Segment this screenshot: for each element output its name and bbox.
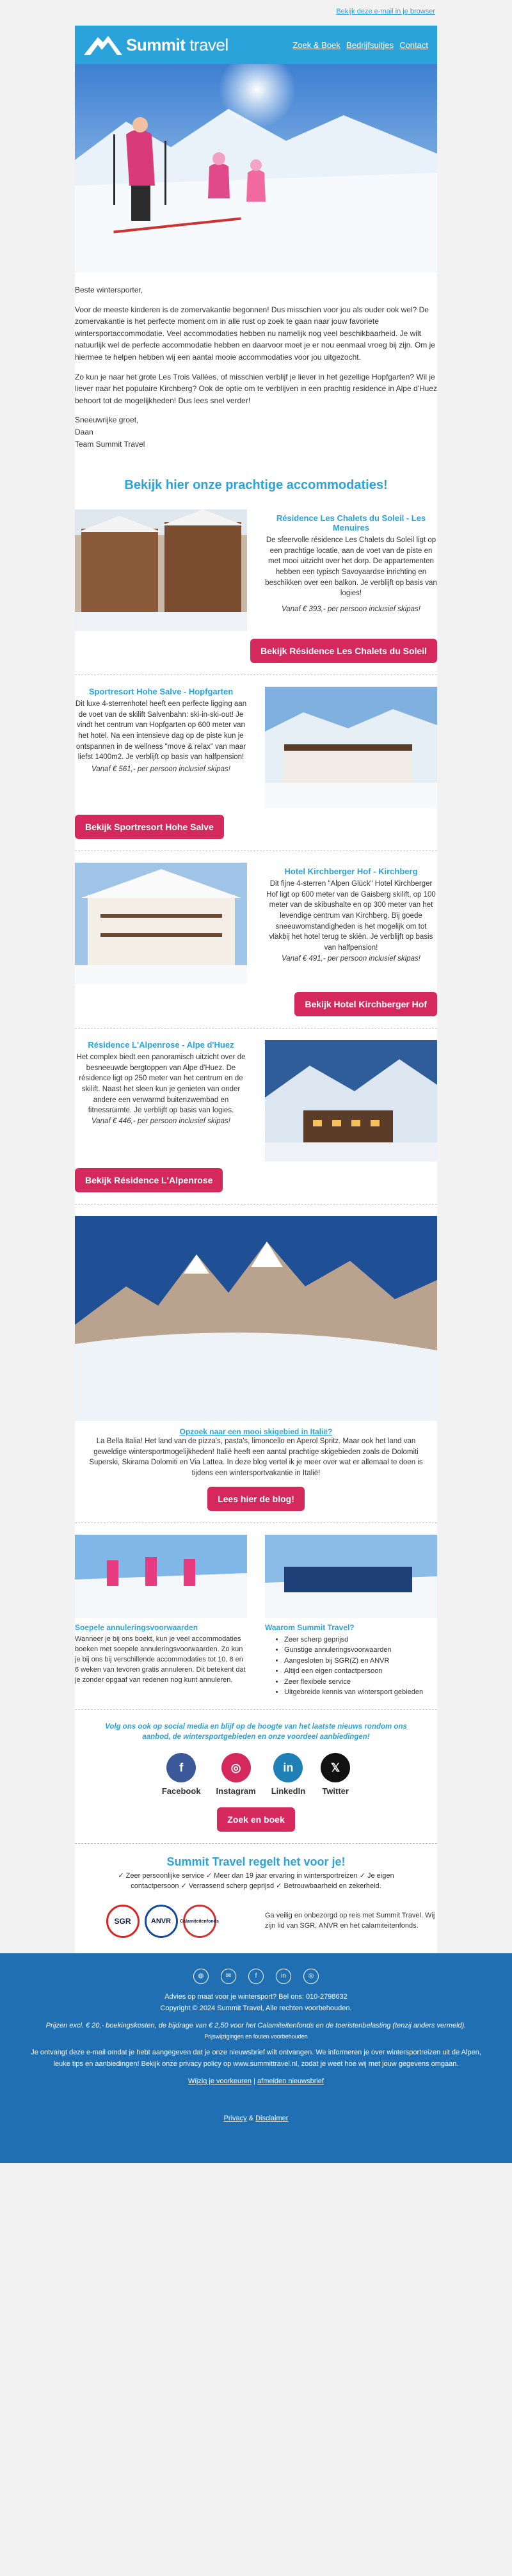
accommodation-4-image[interactable] (265, 1040, 437, 1162)
twitter-link[interactable] (321, 1753, 350, 1796)
promise-text: ✓ Zeer persoonlijke service ✓ Meer dan 19 jaar ervaring in wintersportreizen ✓ Je eigen contactpersoon ✓ Verrassend scherp geprijsd ✓ Betrouwbaarheid en zekerheid. (118, 1872, 394, 1891)
accommodation-2-price: Vanaf € 561,- per persoon inclusief skipas! (92, 765, 230, 774)
accommodation-card-1 (75, 509, 437, 631)
usp-item: • Altijd een eigen contactpersoon (284, 1666, 437, 1677)
logo-word-travel: travel (185, 35, 228, 54)
web-icon[interactable]: ◍ (193, 1969, 209, 1984)
usp-item: • Aangesloten bij SGR(Z) en ANVR (284, 1656, 437, 1667)
instagram-link[interactable] (216, 1753, 256, 1796)
linkedin-icon[interactable]: in (276, 1969, 291, 1984)
accommodation-2-title[interactable]: Sportresort Hohe Salve - Hopfgarten (88, 687, 234, 697)
blog-image[interactable] (75, 1216, 437, 1421)
preferences-link[interactable]: Wijzig je voorkeuren (188, 2077, 252, 2086)
facebook-icon: f (166, 1753, 196, 1782)
zoek-en-boek-button[interactable]: Zoek en boek (217, 1807, 294, 1832)
logo-word-summit: Summit (126, 35, 186, 54)
accommodation-card-2 (75, 687, 437, 808)
usp-left-text: Wanneer je bij ons boekt, kun je veel accommodaties boeken met soepele annuleringsvoorwaarden. Zo kun je bij ons bij verschillende accommodaties tot 10, 8 en 6 weken van tevoren gratis annuleren. Dit betekent dat je zonder opgaaf van redenen nog kunt annuleren. (75, 1635, 246, 1684)
view-in-browser-link[interactable]: Bekijk deze e-mail in je browser (336, 8, 435, 15)
privacy-link[interactable]: Privacy (223, 2114, 247, 2122)
accommodation-2-image[interactable] (265, 687, 437, 808)
accommodation-3-title[interactable]: Hotel Kirchberger Hof - Kirchberg (284, 867, 418, 877)
social-cta: Volg ons ook op social media en blijf op de hoogte van het laatste nieuws rondom ons aanbod, de wintersportgebieden en onze voordeel aanbiedingen! (105, 1722, 407, 1741)
hero-image (75, 64, 437, 273)
usp-item: • Gunstige annuleringsvoorwaarden (284, 1645, 437, 1656)
linkedin-link[interactable] (271, 1753, 305, 1796)
certification-text: Ga veilig en onbezorgd op reis met Summit Travel. Wij zijn lid van SGR, ANVR en het calamiteitenfonds. (265, 1912, 435, 1930)
instagram-label: Instagram (216, 1786, 256, 1796)
nav-contact[interactable]: Contact (399, 40, 428, 50)
intro-paragraph-2: Zo kun je naar het grote Les Trois Vallées, of misschien verblijf je liever in het gezellige Hopfgarten? Wil je liever naar het populaire Kirchberg? Ook de optie om te verblijven in een prachtig residence in Alpe d'Huez behoort tot de mogelijkheden! Dus lees snel verder! (75, 372, 437, 405)
blog-button[interactable]: Lees hier de blog! (207, 1487, 305, 1511)
nav-zoek-boek[interactable]: Zoek & Boek (292, 40, 340, 50)
email-body (75, 26, 437, 1953)
accommodation-4-price: Vanaf € 446,- per persoon inclusief skipas! (92, 1117, 230, 1126)
mountain-logo-icon (84, 33, 122, 56)
footer-phone: Advies op maat voor je wintersport? Bel ons: 010-2798632 (164, 1993, 348, 2001)
accommodation-4-button[interactable]: Bekijk Résidence L'Alpenrose (75, 1168, 223, 1192)
usp-left-title: Soepele annuleringsvoorwaarden (75, 1622, 198, 1632)
accommodation-card-3 (75, 863, 437, 984)
topbar (0, 0, 512, 26)
footer: ◍ ✉ f in ◎ Advies op maat voor je wintersport? Bel ons: 010-2798632 Copyright © 2024 Summit Travel, Alle rechten voorbehouden. Prijzen excl. € 20,- boekingskosten, de bijdrage van € 2,50 voor het Calamiteitenfonds en de toeristenbelasting (tenzij anders vermeld). Prijswijzigingen en fouten voorbehouden Je ontvangt deze e-mail omdat je hebt aangegeven dat je onze nieuwsbrief wilt ontvangen. We informeren je over wintersportreizen uit de Alpen, leuke tips en aanbiedingen! Bekijk onze privacy policy op www.summittravel.nl, zodat je weet hoe wij met jouw gegevens omgaan. Wijzig je voorkeuren | afmelden nieuwsbrief Privacy & Disclaimer (0, 1953, 512, 2163)
header (75, 26, 437, 64)
x-icon: 𝕏 (321, 1753, 350, 1782)
instagram-icon[interactable]: ◎ (303, 1969, 319, 1984)
social-links (75, 1753, 437, 1796)
accommodation-4-title[interactable]: Résidence L'Alpenrose - Alpe d'Huez (88, 1040, 234, 1050)
usp-list (265, 1635, 437, 1698)
sign-greeting: Sneeuwrijke groet, (75, 415, 139, 425)
usp-right-title: Waarom Summit Travel? (265, 1622, 355, 1632)
sign-team: Team Summit Travel (75, 439, 145, 449)
accommodation-2-text: Dit luxe 4-sterrenhotel heeft een perfecte ligging aan de voet van de skilift Salvenbahn: ski-in-ski-out! Je vindt het centrum van Hopfgarten op 600 meter van het hotel. Na een intensieve dag op de piste kun je ontspannen in de wellness "move & relax" van maar liefst 1400m2. Je verblijft op basis van halfpension! (75, 700, 247, 762)
facebook-icon[interactable]: f (248, 1969, 264, 1984)
accommodation-3-button[interactable]: Bekijk Hotel Kirchberger Hof (294, 992, 437, 1016)
greeting: Beste wintersporter, (75, 285, 143, 294)
facebook-link[interactable] (162, 1753, 201, 1796)
footer-info: Je ontvangt deze e-mail omdat je hebt aangegeven dat je onze nieuwsbrief wilt ontvangen. We informeren je over wintersportreizen uit de Alpen, leuke tips en aanbiedingen! Bekijk onze privacy policy op www.summittravel.nl, zodat je weet hoe wij met jouw gegevens omgaan. (31, 2049, 481, 2068)
accommodation-1-price: Vanaf € 393,- per persoon inclusief skipas! (282, 605, 420, 614)
accommodation-2-button[interactable]: Bekijk Sportresort Hohe Salve (75, 815, 224, 839)
logo[interactable] (84, 33, 228, 56)
section-title: Bekijk hier onze prachtige accommodaties! (124, 478, 388, 493)
calamiteitenfonds-badge[interactable]: Calamiteitenfonds (183, 1905, 216, 1938)
footer-social-icons (26, 1969, 486, 1984)
usp-right-image (265, 1535, 437, 1618)
accommodation-1-image[interactable] (75, 509, 247, 631)
usp-item: • Zeer scherp geprijsd (284, 1635, 437, 1645)
email-icon[interactable]: ✉ (221, 1969, 236, 1984)
nav-bedrijfsuitjes[interactable]: Bedrijfsuitjes (346, 40, 394, 50)
accommodation-3-image[interactable] (75, 863, 247, 984)
sign-name: Daan (75, 427, 93, 436)
blog-text: La Bella Italia! Het land van de pizza's, pasta's, limoncello en Aperol Spritz. Maar ook het land van geweldige wintersportmogelijkheden! Italië heeft een aantal prachtige skigebieden zoals de Dolomiti Superski, Skirama Dolomiti en Via Lattea. In deze blog vertel ik je meer over wat er allemaal te doen is tijdens een wintersportvakantie in Italië! (89, 1437, 423, 1478)
sgr-badge[interactable]: SGR (106, 1905, 140, 1938)
promise-title: Summit Travel regelt het voor je! (166, 1855, 346, 1869)
disclaimer-link[interactable]: Disclaimer (255, 2114, 289, 2122)
usp-item: • Zeer flexibele service (284, 1677, 437, 1688)
linkedin-icon: in (273, 1753, 303, 1782)
footer-disclaimer-note: Prijswijzigingen en fouten voorbehouden (204, 2033, 308, 2040)
twitter-label: Twitter (322, 1786, 349, 1796)
intro-paragraph-1: Voor de meeste kinderen is de zomervakantie begonnen! Dus misschien voor jou als ouder ook wel? De zomervakantie is het perfecte moment om in alle rust op zoek te gaan naar jouw favoriete wintersportaccommodatie. Veel accommodaties hebben nu namelijk nog veel beschikbaarheid. Je wilt natuurlijk wel de perfecte accommodatie hebben en daarvoor moet je er nou eenmaal vroeg bij zijn. Om je hiermee te helpen hebben wij een aantal mooie accommodaties voor jou uitgezocht. (75, 305, 435, 362)
accommodation-card-4 (75, 1040, 437, 1162)
accommodation-3-text: Dit fijne 4-sterren "Alpen Glück" Hotel Kirchberger Hof ligt op 600 meter van de Gaisberg skilift, op 100 meter van de skibushalte en op 300 meter van het levendige centrum van Kirchberg. Bij goede sneeuwomstandigheden is het mogelijk om tot vlakbij het hotel terug te skiën. Je verblijft op basis van halfpension! (266, 880, 436, 952)
accommodation-1-button[interactable]: Bekijk Résidence Les Chalets du Soleil (250, 639, 437, 663)
unsubscribe-link[interactable]: afmelden nieuwsbrief (257, 2077, 324, 2086)
facebook-label: Facebook (161, 1786, 201, 1796)
blog-title-link[interactable]: Opzoek naar een mooi skigebied in Italië? (179, 1427, 333, 1437)
intro-text (75, 273, 437, 450)
divider (75, 1843, 437, 1844)
accommodation-4-text: Het complex biedt een panoramisch uitzicht over de besneeuwde bergtoppen van Alpe d'Huez. De résidence ligt op 250 meter van het centrum en de skilift. Naast het sleen kun je genieten van onder andere een verwarmd buitenzwembad en fitnessruimte. Je verblijft op basis van logies. (76, 1053, 246, 1115)
certifications (75, 1905, 437, 1953)
footer-copyright: Copyright © 2024 Summit Travel, Alle rechten voorbehouden. (160, 2004, 352, 2012)
footer-prices: Prijzen excl. € 20,- boekingskosten, de bijdrage van € 2,50 voor het Calamiteitenfonds en de toeristenbelasting (tenzij anders vermeld). (45, 2022, 467, 2030)
linkedin-label: LinkedIn (271, 1786, 306, 1796)
main-nav (289, 40, 428, 50)
accommodation-1-title[interactable]: Résidence Les Chalets du Soleil - Les Menuires (276, 513, 426, 533)
accommodation-1-text: De sfeervolle résidence Les Chalets du Soleil ligt op een prachtige locatie, aan de voet van de piste en met mooi uitzicht over het dorp. De appartementen hebben een typisch Savoyaardse inrichting en beschikken over een balkon. Je verblijft op basis van logies! (265, 536, 437, 598)
accommodation-3-price: Vanaf € 491,- per persoon inclusief skipas! (282, 954, 420, 963)
usp-item: • Uitgebreide kennis van wintersport gebieden (284, 1687, 437, 1698)
usp-left-image (75, 1535, 247, 1618)
divider (75, 1709, 437, 1710)
usp-row (75, 1535, 437, 1698)
anvr-badge[interactable]: ANVR (145, 1905, 178, 1938)
instagram-icon: ◎ (221, 1753, 251, 1782)
